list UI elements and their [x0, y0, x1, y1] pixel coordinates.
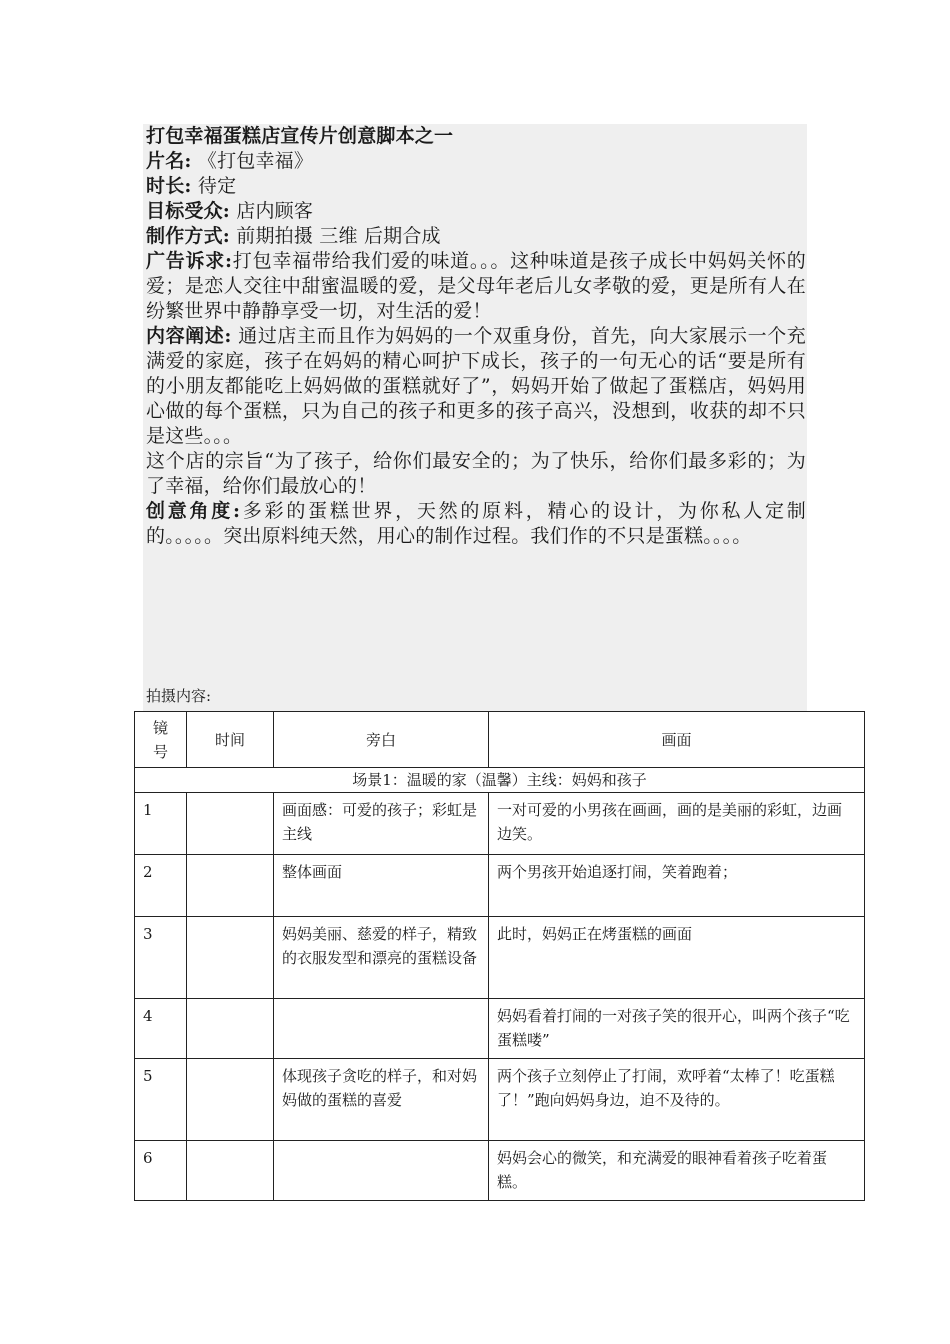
shoot-content-label: 拍摄内容:: [146, 687, 212, 705]
field-audience: 目标受众: 店内顾客: [146, 200, 314, 222]
field-content: 内容阐述: 通过店主而且作为妈妈的一个双重身份，首先，向大家展示一个充满爱的家庭，孩子在妈妈的精心呵护下成长，孩子的一句无心的话“要是所有的小朋友都能吃上妈妈做的蛋糕就好了”，妈妈开始了做起了蛋糕店，妈妈用心做的每个蛋糕，只为自己的孩子和更多的孩子高兴，没想到，收获的却不只是这些。。。: [146, 325, 807, 447]
table-row: [135, 793, 865, 855]
shot-time: [187, 999, 274, 1059]
shot-no: 2: [135, 855, 187, 917]
field-name: 片名: 《打包幸福》: [146, 150, 314, 172]
scene-row: [135, 768, 865, 793]
shot-time: [187, 1141, 274, 1201]
shot-narration: 画面感：可爱的孩子；彩虹是主线: [274, 793, 489, 855]
field-appeal: 广告诉求:打包幸福带给我们爱的味道。。。这种味道是孩子成长中妈妈关怀的爱；是恋人交往中甜蜜温暖的爱，是父母年老后儿女孝敬的爱，更是所有人在纷繁世界中静静享受一切，对生活的爱！: [146, 250, 806, 322]
field-angle: 创意角度:多彩的蛋糕世界，天然的原料，精心的设计，为你私人定制的。。。。。突出原料纯天然，用心的制作过程。我们作的不只是蛋糕。。。。: [146, 500, 807, 547]
shot-table: [134, 711, 865, 1201]
shot-scene: 两个孩子立刻停止了打闹，欢呼着“太棒了！吃蛋糕了！”跑向妈妈身边，迫不及待的。: [489, 1059, 865, 1141]
shot-time: [187, 855, 274, 917]
shot-time: [187, 1059, 274, 1141]
header-scene: 画面: [489, 712, 865, 768]
field-production: 制作方式: 前期拍摄 三维 后期合成: [146, 225, 441, 247]
shot-narration: 妈妈美丽、慈爱的样子，精致的衣服发型和漂亮的蛋糕设备: [274, 917, 489, 999]
shot-narration: [274, 1141, 489, 1201]
script-body: [146, 124, 806, 549]
shot-scene: 妈妈会心的微笑，和充满爱的眼神看着孩子吃着蛋糕。: [489, 1141, 865, 1201]
shot-no: 4: [135, 999, 187, 1059]
shot-time: [187, 793, 274, 855]
table-row: [135, 855, 865, 917]
table-header-row: [135, 712, 865, 768]
shot-narration: 整体画面: [274, 855, 489, 917]
shot-no: 5: [135, 1059, 187, 1141]
doc-title: 打包幸福蛋糕店宣传片创意脚本之一: [146, 125, 454, 147]
shot-no: 1: [135, 793, 187, 855]
shot-no: 3: [135, 917, 187, 999]
header-shot-no: 镜号: [135, 712, 187, 768]
table-row: [135, 1141, 865, 1201]
shot-scene: 妈妈看着打闹的一对孩子笑的很开心，叫两个孩子“吃蛋糕喽”: [489, 999, 865, 1059]
header-narration: 旁白: [274, 712, 489, 768]
shot-scene: 两个男孩开始追逐打闹，笑着跑着；: [489, 855, 865, 917]
header-time: 时间: [187, 712, 274, 768]
shot-scene: 此时，妈妈正在烤蛋糕的画面: [489, 917, 865, 999]
table-row: [135, 1059, 865, 1141]
table-row: [135, 999, 865, 1059]
table-row: [135, 917, 865, 999]
shot-narration: 体现孩子贪吃的样子，和对妈妈做的蛋糕的喜爱: [274, 1059, 489, 1141]
shot-narration: [274, 999, 489, 1059]
store-tenet: 这个店的宗旨“为了孩子，给你们最安全的；为了快乐，给你们最多彩的；为了幸福，给你们最放心的！: [146, 450, 806, 497]
shot-time: [187, 917, 274, 999]
field-duration: 时长: 待定: [146, 175, 237, 197]
shot-no: 6: [135, 1141, 187, 1201]
shot-scene: 一对可爱的小男孩在画画，画的是美丽的彩虹，边画边笑。: [489, 793, 865, 855]
scene-title: 场景1：温暖的家（温馨）主线：妈妈和孩子: [135, 768, 865, 793]
